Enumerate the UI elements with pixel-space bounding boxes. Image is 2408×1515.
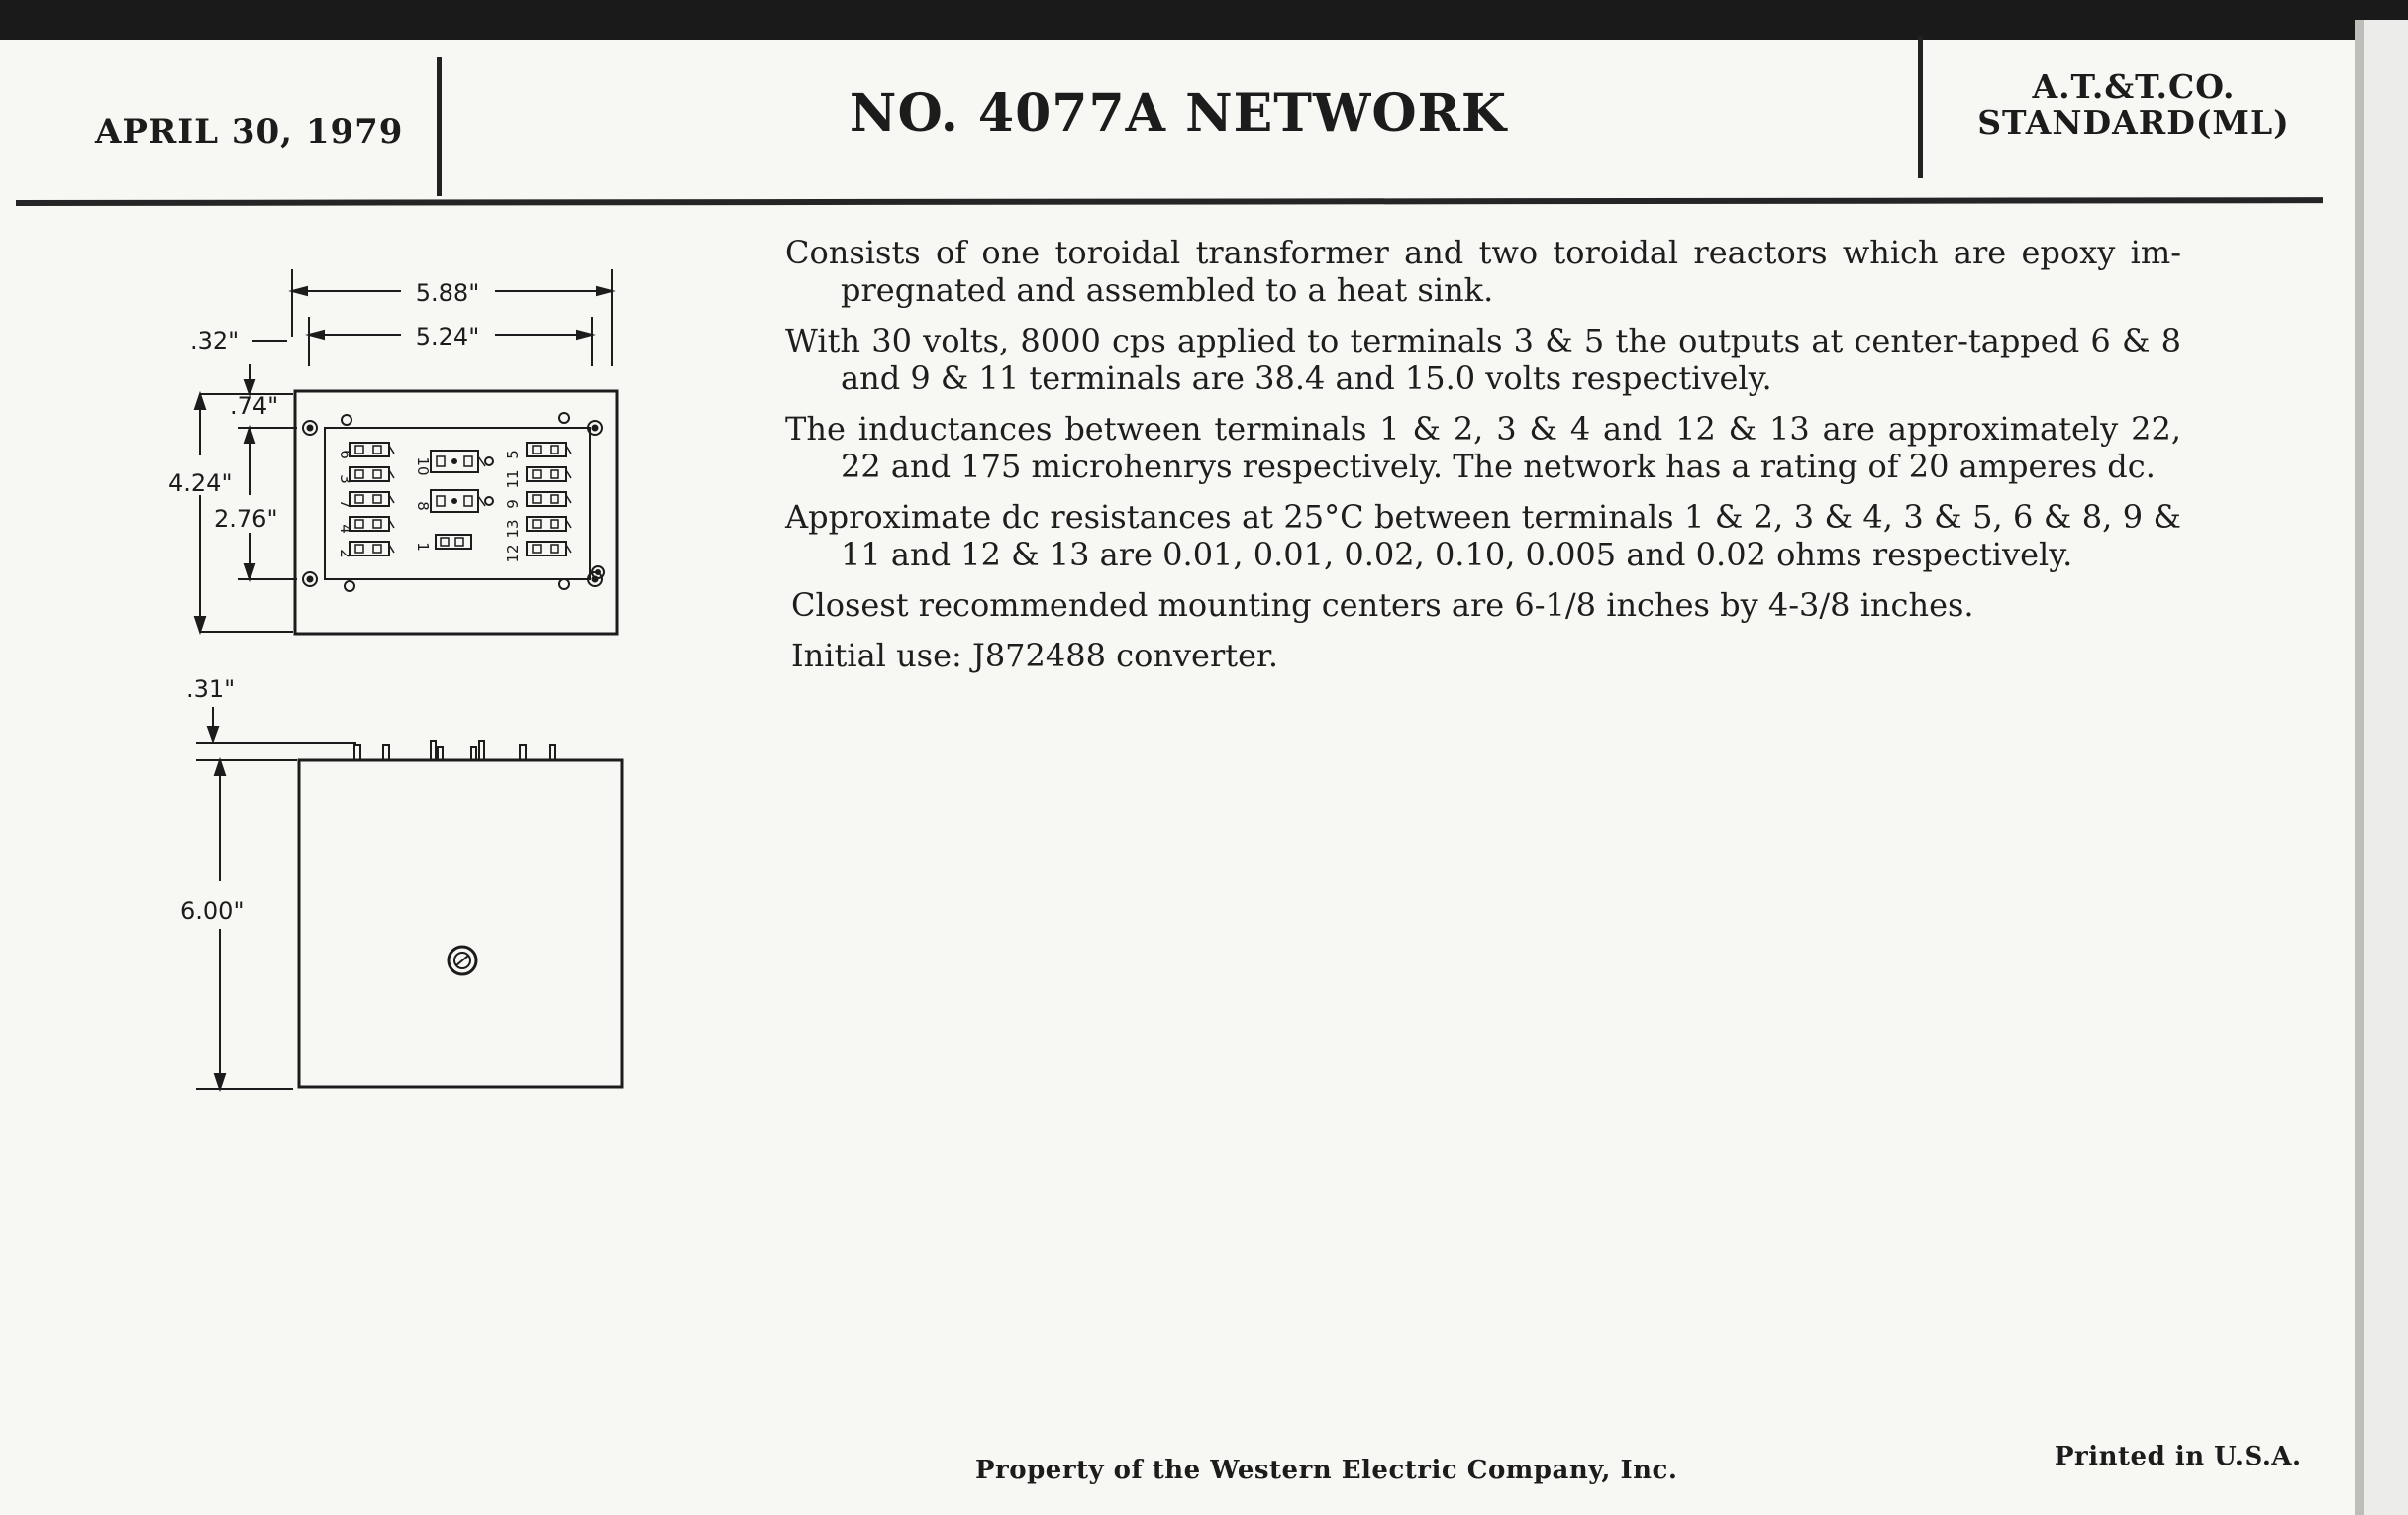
terminal-number: 3 [337, 474, 354, 484]
terminal-number: 8 [414, 501, 432, 511]
terminal-7 [337, 492, 394, 509]
terminal-5 [504, 443, 571, 459]
footer-printed: Printed in U.S.A. [2055, 1442, 2302, 1471]
terminal-2 [337, 542, 394, 558]
terminal-number: 5 [504, 450, 522, 459]
terminal-number: 4 [337, 524, 354, 534]
terminal-4 [337, 517, 394, 534]
card-edge [2355, 20, 2408, 1515]
dim-side-offset: .32" [190, 327, 240, 354]
terminal-6 [337, 443, 394, 459]
terminal-number: 11 [504, 469, 522, 489]
terminal-11 [504, 467, 571, 489]
terminals-right [504, 443, 571, 563]
terminal-number: 12 [504, 544, 522, 563]
header-company [1931, 69, 2337, 141]
dim-overall-height: 4.24" [168, 469, 233, 497]
terminal-13 [504, 517, 571, 539]
page-title: NO. 4077A NETWORK [849, 83, 1508, 144]
dim-body-height: 6.00" [180, 897, 245, 925]
center-terminal-8 [414, 490, 493, 512]
terminal-9 [504, 492, 571, 509]
para-resistances: Approximate dc resistances at 25°C between terminals 1 & 2, 3 & 4, 3 & 5, 6 & 8, 9 & 11 and 12 & 13 are 0.01, 0.01, 0.02, 0.10, 0.005 and 0.02 ohms respectively. [785, 498, 2181, 573]
dim-mount-width: 5.24" [415, 323, 480, 351]
dim-overall-width: 5.88" [415, 279, 480, 307]
para-mounting: Closest recommended mounting centers are 6-1/8 inches by 4-3/8 inches. [791, 586, 1974, 624]
company-standard: STANDARD(ML) [1977, 103, 2290, 142]
company-name: A.T.&T.CO. [2032, 67, 2236, 106]
top-view-drawing [158, 257, 644, 654]
terminal-number: 10 [414, 456, 432, 476]
terminal-number: 1 [414, 542, 432, 552]
description [785, 234, 2181, 687]
terminal-3 [337, 467, 394, 484]
para-initial-use: Initial use: J872488 converter. [791, 637, 1278, 674]
dim-mount-height: 2.76" [214, 505, 278, 533]
para-inductances: The inductances between terminals 1 & 2, 3 & 4 and 12 & 13 are approximately 22, 22 and 175 microhenrys respectively. The network has a rating of 20 amperes dc. [785, 410, 2181, 485]
center-terminal-1 [414, 535, 471, 552]
terminals-center [414, 451, 493, 552]
footer-property: Property of the Western Electric Company, Inc. [975, 1456, 1678, 1485]
dim-top-offset: .74" [230, 392, 279, 420]
terminal-number: 6 [337, 450, 354, 459]
terminal-number: 7 [337, 499, 354, 509]
terminal-number: 9 [504, 499, 522, 509]
terminal-12 [504, 542, 571, 563]
terminal-number: 13 [504, 519, 522, 539]
dim-pin-height: .31" [186, 675, 236, 703]
header-divider-right [1918, 36, 1923, 178]
side-view-drawing [158, 663, 644, 1099]
terminals-left [337, 443, 394, 558]
center-terminal-10 [414, 451, 493, 476]
para-construction: Consists of one toroidal transformer and two toroidal reactors which are epoxy im-pregnated and assembled to a heat sink. [785, 234, 2181, 309]
header-date: APRIL 30, 1979 [95, 112, 404, 152]
para-outputs: With 30 volts, 8000 cps applied to terminals 3 & 5 the outputs at center-tapped 6 & 8 and 9 & 11 terminals are 38.4 and 15.0 volts respectively. [785, 322, 2181, 397]
terminal-number: 2 [337, 549, 354, 558]
